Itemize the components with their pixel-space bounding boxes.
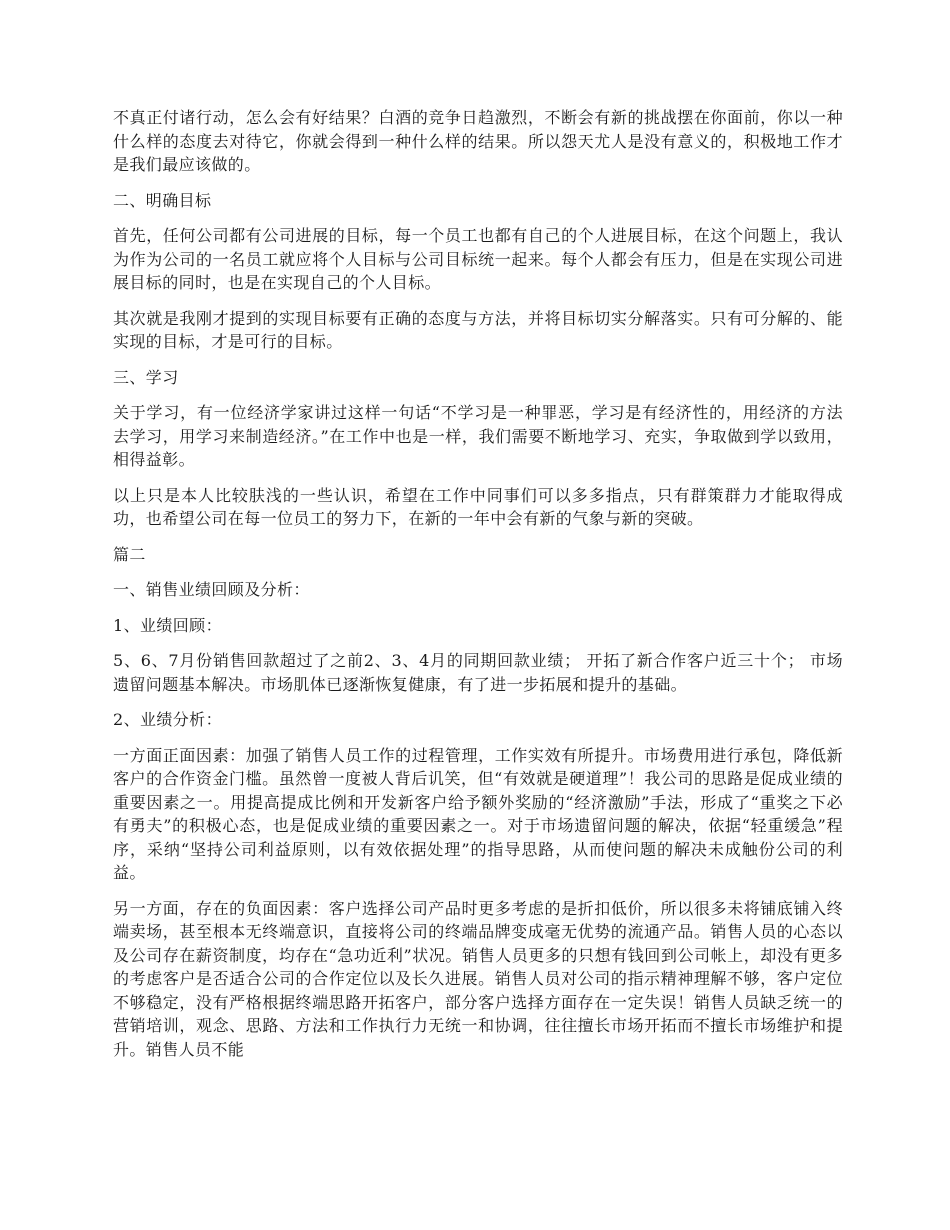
section-heading: 三、学习	[113, 367, 179, 387]
part-heading: 篇二	[113, 544, 146, 564]
paragraph: 一方面正面因素：加强了销售人员工作的过程管理，工作实效有所提升。市场费用进行承包，降低新客户的合作资金门槛。虽然曾一度被人背后讥笑，但“有效就是硬道理”！我公司的思路是促成业绩的重要因素之一。用提高提成比例和开发新客户给予额外奖励的“经济激励”手法，形成了“重奖之下必有勇夫”的积极心态，也是促成业绩的重要因素之一。对于市场遗留问题的解决，依据“轻重缓急”程序，采纳“坚持公司利益原则，以有效依据处理”的指导思路，从而使问题的解决未成触份公司的利益。	[113, 745, 843, 882]
section-heading: 一、销售业绩回顾及分析：	[113, 580, 310, 599]
paragraph: 关于学习，有一位经济学家讲过这样一句话“不学习是一种罪恶，学习是有经济性的，用经济的方法去学习，用学习来制造经济。”在工作中也是一样，我们需要不断地学习、充实，争取做到学以致用，相得益彰。	[113, 403, 843, 469]
subsection-heading: 1、业绩回顾：	[113, 615, 222, 635]
paragraph: 以上只是本人比较肤浅的一些认识，希望在工作中同事们可以多多指点，只有群策群力才能取得成功，也希望公司在每一位员工的努力下，在新的一年中会有新的气象与新的突破。	[113, 485, 843, 528]
paragraph: 另一方面，存在的负面因素：客户选择公司产品时更多考虑的是折扣低价，所以很多未将铺底铺入终端卖场，甚至根本无终端意识，直接将公司的终端品牌变成毫无优势的流通产品。销售人员的心态以及公司存在薪资制度，均存在“急功近利”状况。销售人员更多的只想有钱回到公司帐上，却没有更多的考虑客户是否适合公司的合作定位以及长久进展。销售人员对公司的指示精神理解不够，客户定位不够稳定，没有严格根据终端思路开拓客户，部分客户选择方面存在一定失误！销售人员缺乏统一的营销培训，观念、思路、方法和工作执行力无统一和协调，往往擅长市场开拓而不擅长市场维护和提升。销售人员不能	[113, 898, 843, 1059]
paragraph: 首先，任何公司都有公司进展的目标，每一个员工也都有自己的个人进展目标，在这个问题上，我认为作为公司的一名员工就应将个人目标与公司目标统一起来。每个人都会有压力，但是在实现公司进展目标的同时，也是在实现自己的个人目标。	[113, 226, 843, 292]
paragraph: 其次就是我刚才提到的实现目标要有正确的态度与方法，并将目标切实分解落实。只有可分解的、能实现的目标，才是可行的目标。	[113, 308, 843, 351]
subsection-heading: 2、业绩分析：	[113, 710, 222, 729]
paragraph: 不真正付诸行动，怎么会有好结果？白酒的竞争日趋激烈，不断会有新的挑战摆在你面前，你以一种什么样的态度去对待它，你就会得到一种什么样的结果。所以怨天尤人是没有意义的，积极地工作才是我们最应该做的。	[113, 108, 843, 174]
section-heading: 二、明确目标	[113, 190, 212, 210]
document-body	[113, 106, 843, 1073]
paragraph: 5、6、7月份销售回款超过了之前2、3、4月的同期回款业绩； 开拓了新合作客户近三十个； 市场遗留问题基本解决。市场肌体已逐渐恢复健康，有了进一步拓展和提升的基础。	[113, 651, 843, 694]
